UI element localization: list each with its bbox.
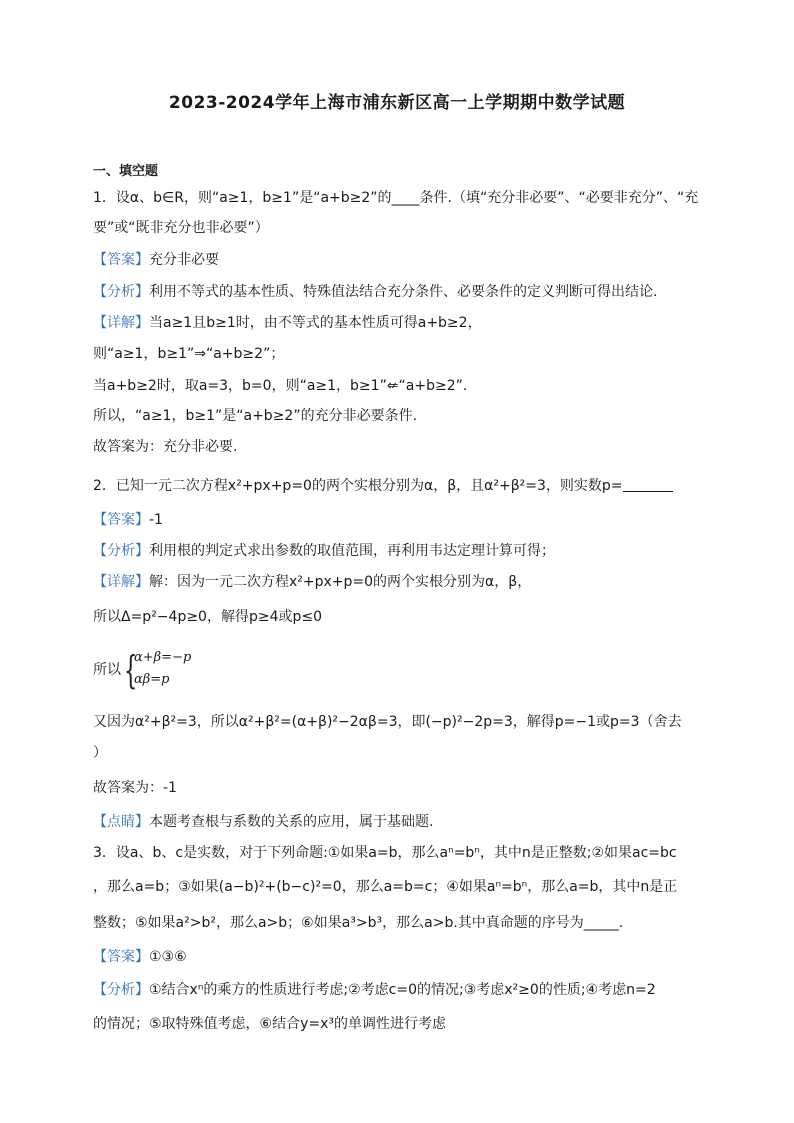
- answer-tag: 【答案】: [93, 512, 149, 528]
- q2-detail-1: [93, 572, 713, 592]
- q3-stem-line1: 3．设a、b、c是实数，对于下列命题:①如果a=b，那么aⁿ=bⁿ，其中n是正整数;②如果ac=bc: [93, 845, 677, 861]
- section-heading: 一、填空题: [93, 164, 159, 179]
- q1-detail-4: 所以，“a≥1，b≥1”是“a+b≥2”的充分非必要条件.: [93, 408, 418, 424]
- q3-analysis-2: 的情况；⑤取特殊值考虑，⑥结合y=x³的单调性进行考虑: [93, 1016, 447, 1032]
- answer-tag: 【答案】: [93, 252, 149, 268]
- q2-stem: [93, 476, 713, 496]
- detail-text: 当a≥1且b≥1时，由不等式的基本性质可得a+b≥2，: [149, 315, 482, 331]
- comment-tag: 【点睛】: [93, 814, 149, 830]
- analysis-text: ①结合xⁿ的乘方的性质进行考虑;②考虑c=0的情况;③考虑x²≥0的性质;④考虑n=2: [149, 982, 656, 998]
- answer-text: 充分非必要: [149, 252, 219, 268]
- q3-stem-line2: ，那么a=b；③如果(a−b)²+(b−c)²=0，那么a=b=c；④如果aⁿ=bⁿ，那么a=b，其中n是正: [93, 879, 678, 895]
- analysis-tag: 【分析】: [93, 543, 149, 559]
- analysis-text: 利用根的判定式求出参数的取值范围，再利用韦达定理计算可得；: [149, 543, 555, 559]
- q2-analysis: [93, 541, 713, 561]
- q3-analysis-1: [93, 980, 713, 1000]
- detail-text: 解：因为一元二次方程x²+px+p=0的两个实根分别为α，β，: [149, 574, 532, 590]
- analysis-tag: 【分析】: [93, 284, 149, 300]
- page-title: 2023-2024学年上海市浦东新区高一上学期期中数学试题: [168, 93, 626, 113]
- q2-stem-text: 2．已知一元二次方程x²+px+p=0的两个实根分别为α，β，且α²+β²=3，则实数p=: [93, 478, 623, 494]
- detail-tag: 【详解】: [93, 574, 149, 590]
- q1-detail-2: 则“a≥1，b≥1”⇒“a+b≥2”；: [93, 346, 285, 362]
- q2-comment: [93, 812, 713, 832]
- q2-answer: [93, 510, 713, 530]
- answer-tag: 【答案】: [93, 949, 149, 965]
- q2-system-eq1: α+β=−p: [134, 650, 192, 665]
- analysis-text: 利用不等式的基本性质、特殊值法结合充分条件、必要条件的定义判断可得出结论.: [149, 284, 658, 300]
- q1-analysis: [93, 282, 713, 302]
- q2-detail-3b: ）: [93, 745, 107, 761]
- q1-final: 故答案为：充分非必要.: [93, 439, 238, 455]
- q3-stem-line3: 整数；⑤如果a²>b²，那么a>b；⑥如果a³>b³，那么a>b.其中真命题的序号为_____.: [93, 915, 624, 931]
- q2-system-label: 所以: [93, 662, 121, 678]
- brace-symbol: {: [124, 648, 138, 692]
- q3-answer: [93, 947, 713, 967]
- q2-detail-3: 又因为α²+β²=3，所以α²+β²=(α+β)²−2αβ=3，即(−p)²−2p=3，解得p=−1或p=3（舍去: [93, 714, 682, 730]
- answer-text: -1: [149, 512, 163, 528]
- q2-system-eq2: αβ=p: [134, 672, 170, 687]
- q1-stem-line1: 1．设α、b∈R，则“a≥1，b≥1”是“a+b≥2”的____条件.（填“充分非必要”、“必要非充分”、“充: [93, 190, 699, 206]
- q1-stem-line2: 要”或“既非充分也非必要”）: [93, 220, 269, 236]
- answer-text: ①③⑥: [149, 949, 187, 965]
- q2-final: 故答案为：-1: [93, 780, 177, 796]
- analysis-tag: 【分析】: [93, 982, 149, 998]
- detail-tag: 【详解】: [93, 315, 149, 331]
- q1-detail-3: 当a+b≥2时，取a=3，b=0，则“a≥1，b≥1”⇍“a+b≥2”.: [93, 378, 468, 394]
- q1-answer: [93, 250, 713, 270]
- comment-text: 本题考查根与系数的关系的应用，属于基础题.: [149, 814, 434, 830]
- q1-detail-1: [93, 313, 713, 333]
- answer-blank: [623, 477, 673, 492]
- q2-detail-2: 所以Δ=p²−4p≥0，解得p≥4或p≤0: [93, 609, 323, 625]
